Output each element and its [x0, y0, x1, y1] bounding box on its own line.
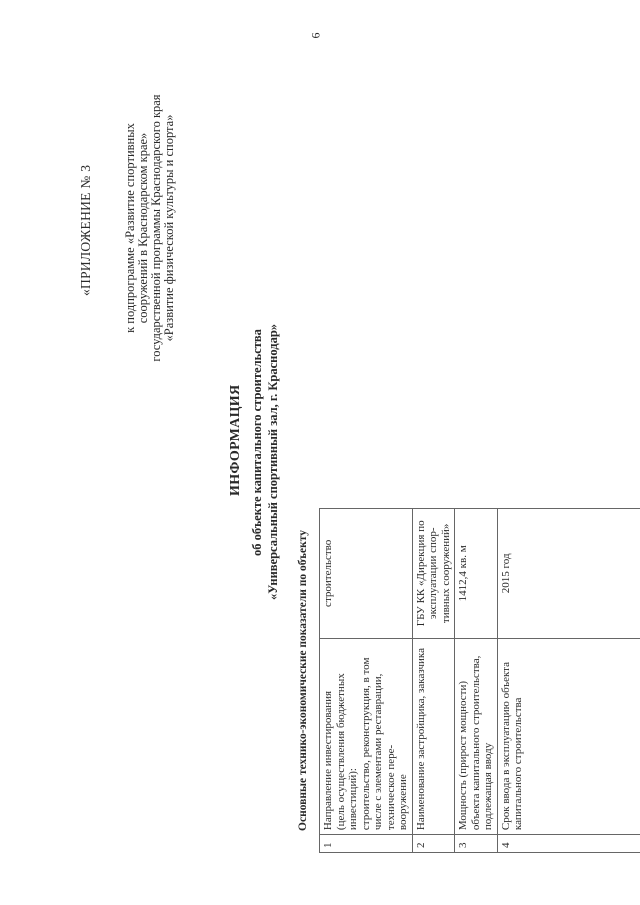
row-number: 4 — [497, 835, 640, 853]
table-row — [320, 509, 413, 853]
table-row — [455, 509, 498, 853]
document-title: ИНФОРМАЦИЯ — [228, 384, 243, 496]
table-row — [412, 509, 455, 853]
row-label: Наименование застройщика, заказчика — [412, 638, 455, 834]
row-value: 2015 год — [497, 509, 640, 639]
label-line: Направление инвестирования — [322, 690, 334, 831]
subtitle-line: к подпрограмме «Развитие спортивных — [123, 123, 137, 333]
subtitle-line: «Развитие физической культуры и спорта» — [162, 114, 176, 342]
row-number: 3 — [455, 835, 498, 853]
indicators-table — [295, 508, 640, 853]
label-line: (цель осуществления бюджетных инвестиций): — [334, 673, 359, 831]
row-label: Мощность (прирост мощности) объекта капитального строительства, подлежащая вводу — [455, 638, 498, 834]
subprogram-subtitle — [124, 78, 176, 378]
document-subtitle: об объекте капитального строительства — [250, 329, 264, 556]
page-number: 6 — [308, 32, 323, 39]
appendix-title: «ПРИЛОЖЕНИЕ № 3 — [78, 164, 93, 296]
row-value: 1412,4 кв. м — [455, 509, 498, 639]
row-number: 1 — [320, 835, 413, 853]
label-line: строительство, реконструкция, в том числе с элементами реставрации, техническое пере- — [359, 657, 397, 831]
subtitle-line: государственной программы Краснодарского края — [149, 94, 163, 362]
row-label: Срок ввода в эксплуатацию объекта капитального строительства — [497, 638, 640, 834]
label-line: вооружение — [397, 774, 409, 831]
row-value: строительство — [320, 509, 413, 639]
row-number: 2 — [412, 835, 455, 853]
table-header: Основные технико-экономические показатели по объекту — [295, 509, 320, 853]
object-name: «Универсальный спортивный зал, г. Краснодар» — [266, 323, 280, 600]
row-label — [320, 638, 413, 834]
table-row — [497, 509, 640, 853]
subtitle-line: сооружений в Краснодарском крае» — [136, 132, 150, 324]
row-value: ГБУ КК «Дирекция по эксплуатации спор- тивных сооружений» — [412, 509, 455, 639]
